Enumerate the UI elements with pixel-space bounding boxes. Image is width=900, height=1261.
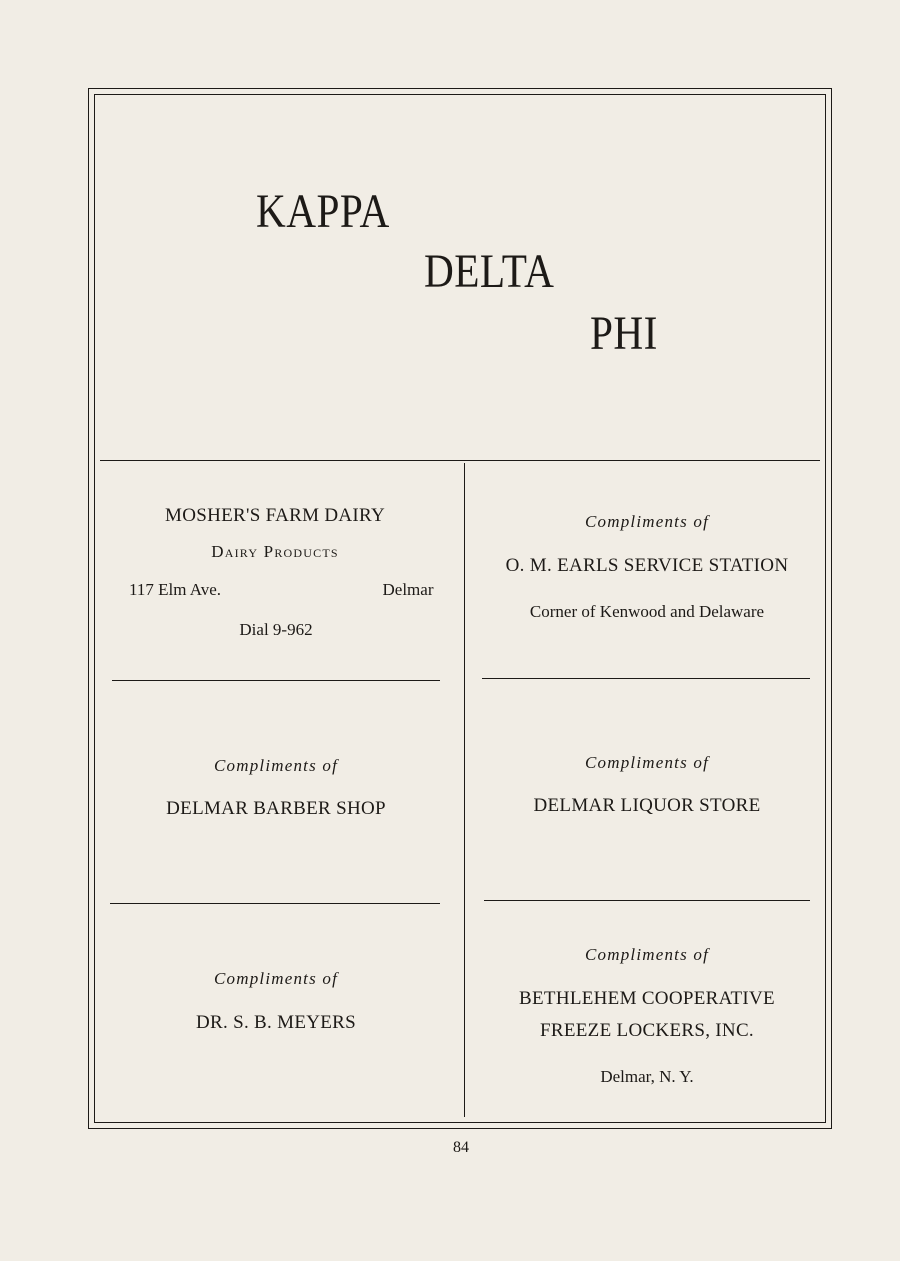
ad-bethlehem-name-line1: BETHLEHEM COOPERATIVE — [519, 988, 775, 1009]
ad-meyers-compliments: Compliments of — [214, 969, 338, 988]
column-divider — [464, 463, 465, 1117]
ad-liquor-name: DELMAR LIQUOR STORE — [533, 795, 761, 816]
ad-earls-compliments: Compliments of — [585, 512, 709, 531]
header-divider — [100, 460, 820, 461]
right-divider-2 — [484, 900, 810, 901]
ad-earls-name: O. M. EARLS SERVICE STATION — [505, 555, 789, 576]
ad-barber-name: DELMAR BARBER SHOP — [166, 798, 386, 819]
ad-meyers-name: DR. S. B. MEYERS — [195, 1012, 357, 1033]
page-number: 84 — [453, 1139, 469, 1156]
header-delta: DELTA — [424, 245, 555, 298]
header-phi: PHI — [590, 307, 658, 360]
ad-earls-location: Corner of Kenwood and Delaware — [529, 602, 765, 621]
left-divider-2 — [110, 903, 440, 904]
ad-mosher-phone: Dial 9-962 — [239, 620, 313, 639]
ad-bethlehem-compliments: Compliments of — [585, 945, 709, 964]
ad-mosher-tagline: Dairy Products — [211, 542, 339, 561]
ad-mosher-address: 117 Elm Ave. — [128, 580, 222, 599]
left-divider-1 — [112, 680, 440, 681]
ad-mosher-town: Delmar — [382, 580, 434, 599]
ad-bethlehem-name-line2: FREEZE LOCKERS, INC. — [540, 1020, 754, 1041]
header-kappa: KAPPA — [256, 185, 390, 238]
ad-liquor-compliments: Compliments of — [585, 753, 709, 772]
right-divider-1 — [482, 678, 810, 679]
ad-mosher-name: MOSHER'S FARM DAIRY — [165, 505, 385, 526]
ad-barber-compliments: Compliments of — [214, 756, 338, 775]
ad-bethlehem-location: Delmar, N. Y. — [600, 1067, 694, 1086]
